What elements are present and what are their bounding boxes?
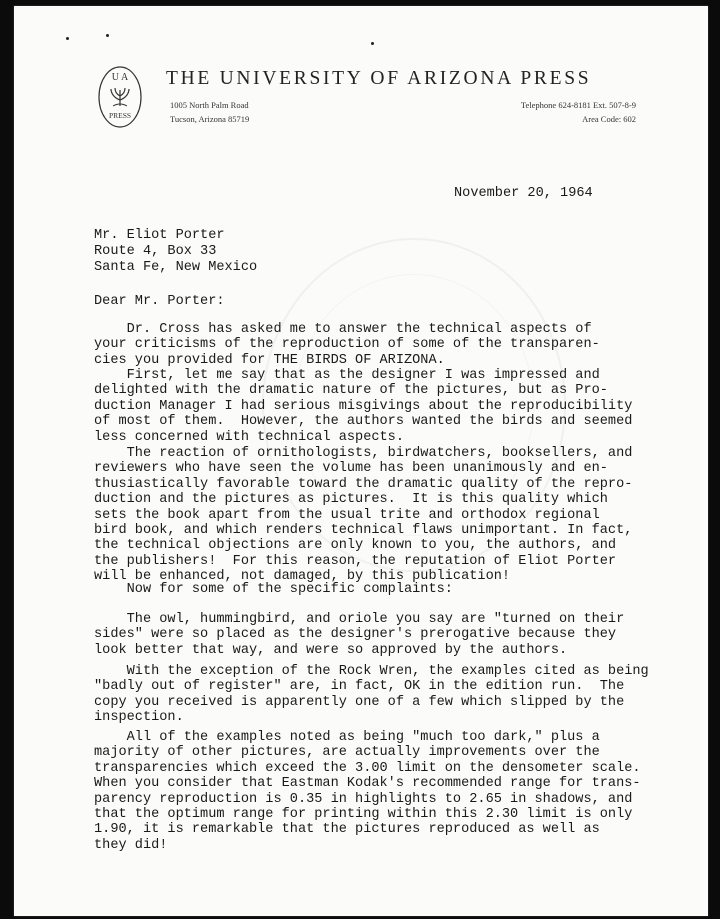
paragraph-line: duction Manager I had serious misgivings about the reproducibility <box>94 398 633 414</box>
paragraph-line: With the exception of the Rock Wren, the examples cited as being <box>94 664 649 679</box>
area-code: Area Code: 602 <box>582 114 636 124</box>
recipient-line: Route 4, Box 33 <box>94 244 217 259</box>
paragraph-line: less concerned with technical aspects. <box>94 429 404 445</box>
paragraph-line: delighted with the dramatic nature of the pictures, but as Pro- <box>94 383 608 399</box>
paragraph-line: look better that way, and were so approved by the authors. <box>94 642 568 658</box>
paragraph-line: parency reproduction is 0.35 in highlights to 2.65 in shadows, and <box>94 791 633 807</box>
logo-top-text: U A <box>111 72 129 83</box>
specks <box>66 37 69 40</box>
paragraph-line: will be enhanced, not damaged, by this publication! <box>94 569 511 585</box>
paragraph-line: All of the examples noted as being "much too dark," plus a <box>94 730 600 745</box>
paragraph-line: First, let me say that as the designer I was impressed and <box>94 368 600 383</box>
paragraph-line: majority of other pictures, are actually improvements over the <box>94 745 600 761</box>
recipient-line: Santa Fe, New Mexico <box>94 260 258 275</box>
paragraph-line: the technical objections are only known to you, the authors, and <box>94 538 617 554</box>
address-line-2: Tucson, Arizona 85719 <box>170 114 250 124</box>
paragraph-line: inspection. <box>94 710 184 726</box>
paragraph-line: they did! <box>94 837 168 853</box>
press-title: THE UNIVERSITY OF ARIZONA PRESS <box>166 68 592 89</box>
paragraph-line: of most of them. However, the authors wanted the birds and seemed <box>94 414 633 430</box>
paragraph-line: the publishers! For this reason, the reputation of Eliot Porter <box>94 553 617 569</box>
letter-page <box>14 6 708 916</box>
salutation: Dear Mr. Porter: <box>94 294 225 309</box>
paragraph-line: thusiastically favorable toward the dramatic quality of the repro- <box>94 476 633 492</box>
paragraph-line: your criticisms of the reproduction of some of the transparen- <box>94 337 600 353</box>
address-line-1: 1005 North Palm Road <box>170 100 249 110</box>
letter-date: November 20, 1964 <box>454 186 593 201</box>
paragraph-line: The reaction of ornithologists, birdwatchers, booksellers, and <box>94 446 633 461</box>
paragraph-line: bird book, and which renders technical flaws unimportant. In fact, <box>94 523 633 538</box>
paragraph-line: reviewers who have seen the volume has been unanimously and en- <box>94 461 608 477</box>
paragraph-line: When you consider that Eastman Kodak's recommended range for trans- <box>94 776 641 792</box>
paragraph-line: 1.90, it is remarkable that the pictures reproduced as well as <box>94 822 600 838</box>
paragraph-line: cies you provided for THE BIRDS OF ARIZONA. <box>94 352 445 368</box>
specks <box>106 34 109 37</box>
paragraph-line: copy you received is apparently one of a few which slipped by the <box>94 694 625 710</box>
press-logo <box>96 64 144 130</box>
logo-bottom-text: PRESS <box>108 111 132 120</box>
paragraph-line: transparencies which exceed the 3.00 limit on the densometer scale. <box>94 760 641 776</box>
telephone: Telephone 624-8181 Ext. 507-8-9 <box>520 100 636 110</box>
paragraph-line: "badly out of register" are, in fact, OK in the edition run. The <box>94 679 625 695</box>
recipient-line: Mr. Eliot Porter <box>94 228 225 243</box>
paragraph-line: sides" were so placed as the designer's prerogative because they <box>94 627 617 643</box>
specks <box>371 42 374 45</box>
paragraph-line: that the optimum range for printing within this 2.30 limit is only <box>94 807 633 822</box>
paragraph-line: sets the book apart from the usual trite and orthodox regional <box>94 507 600 523</box>
paragraph-line: duction and the pictures as pictures. It is this quality which <box>94 492 608 508</box>
paragraph-line: Now for some of the specific complaints: <box>94 582 453 597</box>
paragraph-line: Dr. Cross has asked me to answer the technical aspects of <box>94 322 592 337</box>
paragraph-line: The owl, hummingbird, and oriole you say are "turned on their <box>94 612 625 627</box>
